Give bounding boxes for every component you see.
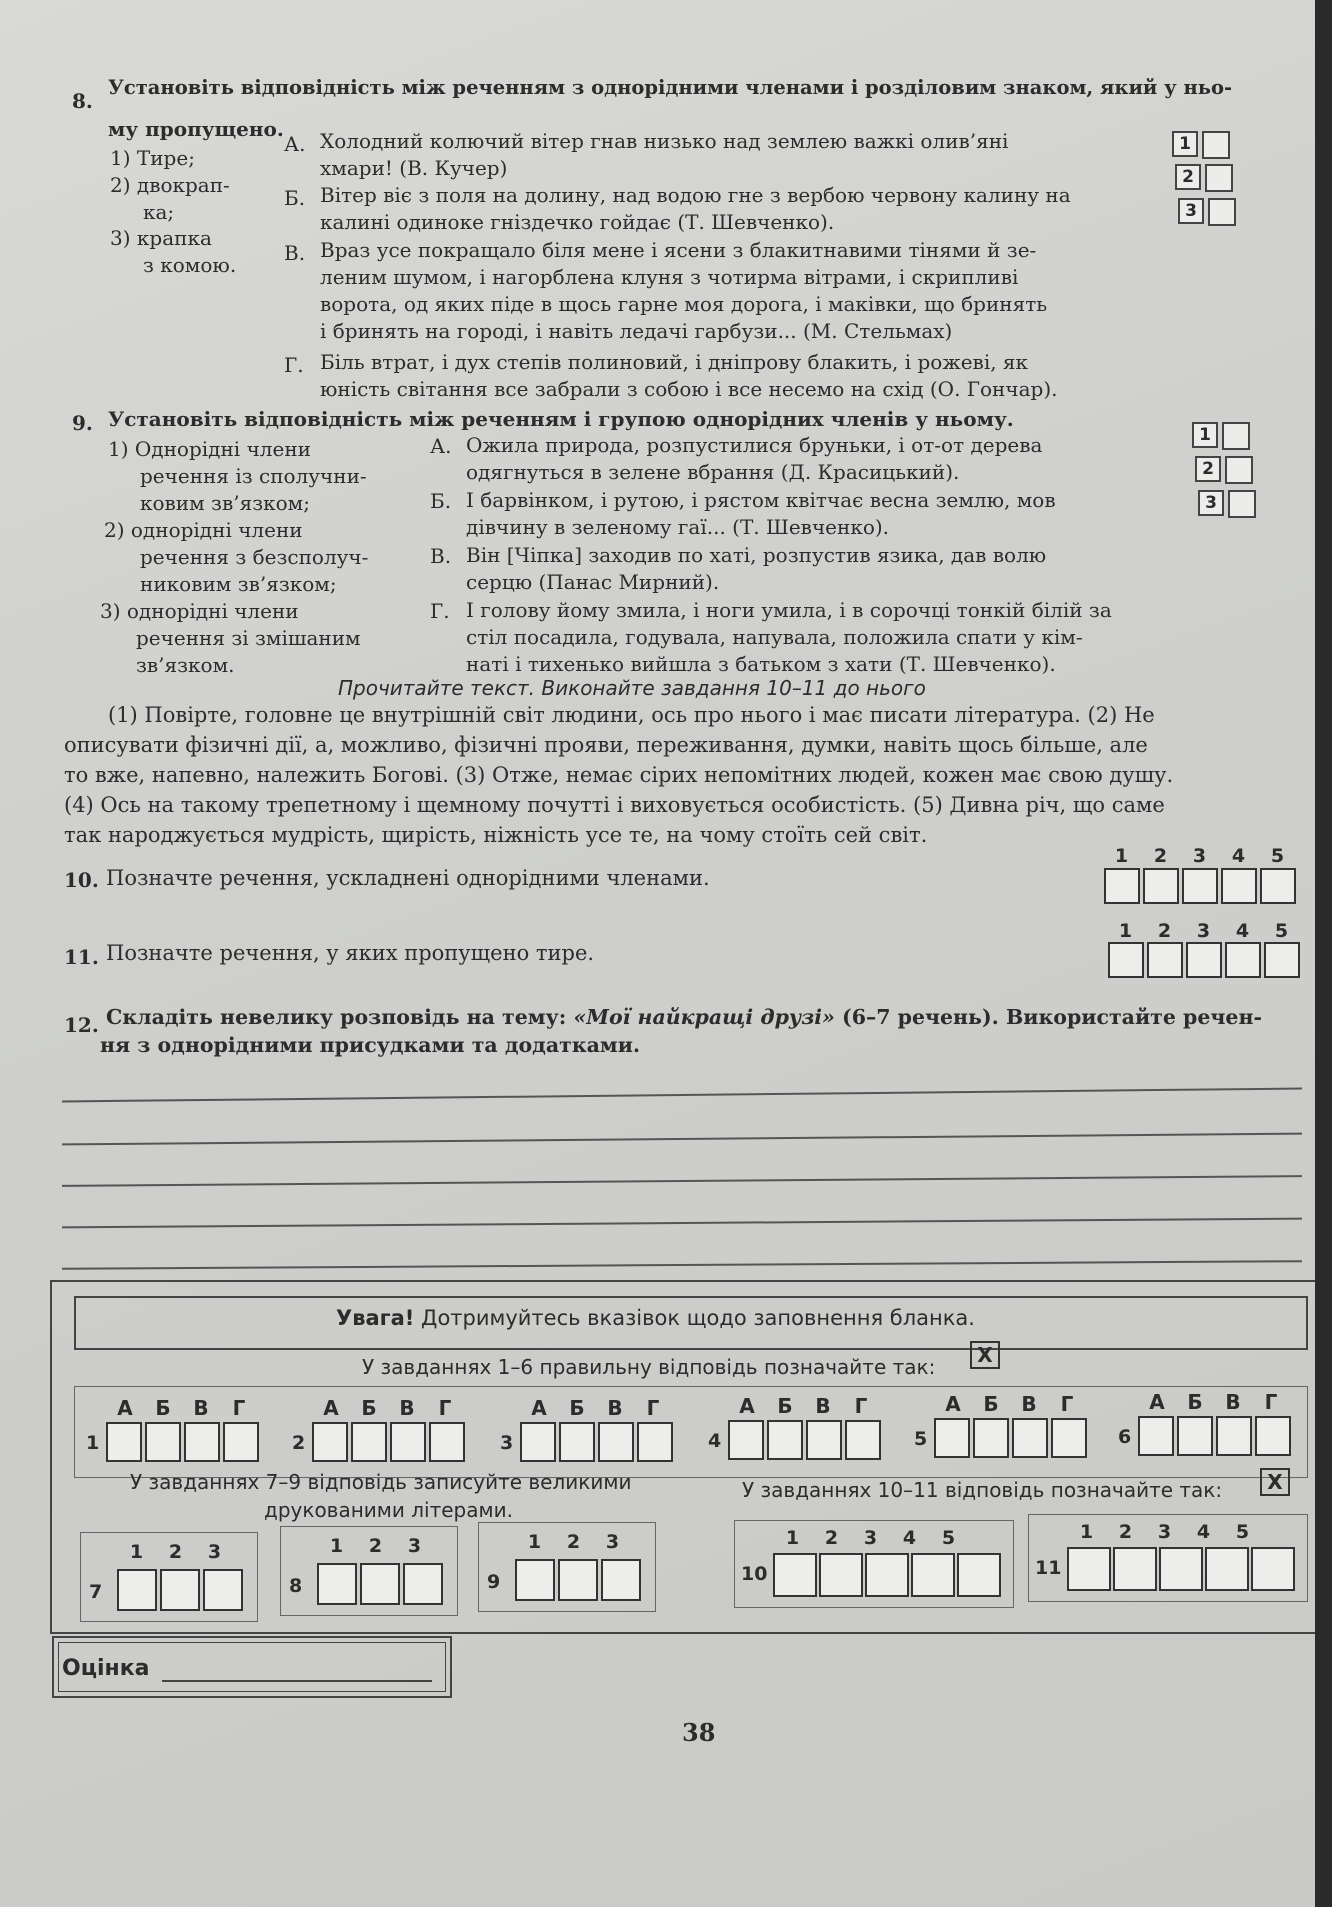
digit-label: 4 [902,1527,917,1549]
q10-cell-2[interactable] [1143,868,1179,904]
answer-cell[interactable] [973,1418,1009,1458]
q8-answer-1 [1172,131,1230,159]
answer-cell[interactable] [351,1422,387,1462]
answer-cell[interactable] [145,1422,181,1462]
q8-box-label-2: 2 [1175,164,1201,190]
letter-label: А [739,1394,755,1418]
letter-label: Б [569,1396,585,1420]
q8-option-2: 2) двокрап- [110,173,230,197]
digit-label: 3 [1157,1521,1172,1543]
q8-box-label-3: 3 [1178,198,1204,224]
q9-sentence-v-cont: серцю (Панас Мирний). [466,570,720,594]
q11-cell-4[interactable] [1225,942,1261,978]
answer-cell[interactable] [767,1420,803,1460]
q12-topic: «Мої найкращі друзі» [573,1005,835,1029]
q9-answer-1 [1192,422,1250,450]
answer-cell[interactable] [1067,1547,1111,1591]
q10-cell-5[interactable] [1260,868,1296,904]
answer-cell[interactable] [1251,1547,1295,1591]
letter-label: Г [1060,1392,1074,1416]
q8-letter-b: Б. [284,186,306,210]
q8-letter-g: Г. [284,353,304,377]
q11-digit-5: 5 [1274,920,1289,942]
answer-cell[interactable] [184,1422,220,1462]
q11-cell-2[interactable] [1147,942,1183,978]
letter-label: В [193,1396,209,1420]
digit-label: 5 [1235,1521,1250,1543]
attention-bold: Увага! [336,1306,415,1330]
reading-heading: Прочитайте текст. Виконайте завдання 10–11 до нього [338,676,926,700]
answer-group-9-cells [515,1559,644,1601]
q9-letter-a: А. [430,434,452,458]
q10-number: 10. [64,868,99,892]
q9-sentence-b-cont: дівчину в зеленому гаї... (Т. Шевченко). [466,515,890,539]
q9-sentence-g: І голову йому змила, і ноги умила, і в сорочці тонкій білій за [466,598,1112,622]
q10-digit-5: 5 [1270,845,1285,867]
q8-option-3: 3) крапка [110,226,212,250]
q10-digits [1102,845,1297,867]
q8-prompt: Установіть відповідність між реченням з однорідними членами і розділовим знаком, який у ньо- [108,76,1233,99]
answer-group-number: 7 [89,1581,103,1603]
answer-cell[interactable] [360,1563,400,1605]
q10-digit-2: 2 [1153,845,1168,867]
answer-group-5-letters [934,1392,1086,1416]
q8-sentence-g: Біль втрат, і дух степів полиновий, і дніпрову блакить, і рожеві, як [320,350,1029,374]
answer-group-1-cells [106,1422,262,1462]
digit-label: 2 [168,1541,183,1563]
letter-label: Г [646,1396,660,1420]
answer-cell[interactable] [520,1422,556,1462]
letter-label: Г [854,1394,868,1418]
answer-cell[interactable] [773,1553,817,1597]
q11-digit-1: 1 [1118,920,1133,942]
answer-cell[interactable] [106,1422,142,1462]
answer-cell[interactable] [911,1553,955,1597]
answer-group-8 [280,1526,458,1616]
q9-box-label-3: 3 [1198,490,1224,516]
q11-digit-2: 2 [1157,920,1172,942]
answer-cell[interactable] [223,1422,259,1462]
q9-option-2-cont2: никовим зв’язком; [140,572,337,596]
q8-option-3-cont: з комою. [143,253,237,277]
q8-answer-cell-2[interactable] [1205,164,1233,192]
q11-number: 11. [64,945,99,969]
answer-cell[interactable] [1051,1418,1087,1458]
letter-label: Г [1264,1390,1278,1414]
answer-group-10 [734,1520,1014,1608]
letter-label: В [399,1396,415,1420]
answer-line-3[interactable] [62,1175,1302,1187]
answer-group-3-cells [520,1422,676,1462]
q9-box-label-2: 2 [1195,456,1221,482]
answer-group-7-cells [117,1569,246,1611]
answer-group-10-cells [773,1553,1003,1597]
answer-cell[interactable] [403,1563,443,1605]
q8-sentence-v: Враз усе покращало біля мене і ясени з блакитнавими тінями й зе- [320,238,1037,262]
q9-answer-cell-1[interactable] [1222,422,1250,450]
q8-sentence-b: Вітер віє з поля на долину, над водою гне з вербою червону калину на [320,183,1071,207]
answer-group-2-cells [312,1422,468,1462]
letter-label: Б [361,1396,377,1420]
q8-sentence-a: Холодний колючий вітер гнав низько над землею важкі олив’яні [320,129,1009,153]
letter-label: Б [983,1392,999,1416]
answer-cell[interactable] [1205,1547,1249,1591]
letter-label: Б [777,1394,793,1418]
answer-cell[interactable] [1138,1416,1174,1456]
reading-line-2: описувати фізичні дії, а, можливо, фізичні прояви, переживання, думки, навіть щось більше, але [64,733,1148,757]
digit-label: 2 [824,1527,839,1549]
letter-label: В [1021,1392,1037,1416]
answer-group-number: 5 [914,1428,928,1450]
letter-label: В [815,1394,831,1418]
q9-option-3: 3) однорідні члени [100,599,299,623]
letter-label: А [117,1396,133,1420]
letter-label: А [323,1396,339,1420]
answer-cell[interactable] [312,1422,348,1462]
answer-cell[interactable] [601,1559,641,1601]
q11-digit-4: 4 [1235,920,1250,942]
answer-cell[interactable] [728,1420,764,1460]
answer-cell[interactable] [1177,1416,1213,1456]
q9-sentence-v: Він [Чіпка] заходив по хаті, розпустив язика, дав волю [466,543,1047,567]
answer-group-8-cells [317,1563,446,1605]
answer-cell[interactable] [515,1559,555,1601]
answer-line-5[interactable] [62,1260,1302,1270]
instr-10-11: У завданнях 10–11 відповідь позначайте так: [742,1478,1223,1502]
q9-prompt: Установіть відповідність між реченням і групою однорідних членів у ньому. [108,407,1014,431]
reading-line-3: то вже, напевно, належить Богові. (3) Отже, немає сірих непомітних людей, кожен має свою душу. [64,763,1174,787]
answer-cell[interactable] [598,1422,634,1462]
answer-group-2-letters [312,1396,464,1420]
answer-group-number: 2 [292,1432,306,1454]
letter-label: Г [232,1396,246,1420]
instr-1-6: У завданнях 1–6 правильну відповідь позначайте так: [362,1355,936,1379]
answer-cell[interactable] [117,1569,157,1611]
answer-group-number: 9 [487,1571,501,1593]
q12-number: 12. [64,1013,99,1037]
digit-label: 3 [863,1527,878,1549]
grade-line[interactable] [162,1680,432,1682]
q9-answer-2 [1195,456,1253,484]
q8-letter-a: А. [284,132,306,156]
q10-cell-4[interactable] [1221,868,1257,904]
answer-group-1-letters [106,1396,258,1420]
answer-group-11-cells [1067,1547,1297,1591]
q11-digit-3: 3 [1196,920,1211,942]
answer-group-6-cells [1138,1416,1294,1456]
attention-rest: Дотримуйтесь вказівок щодо заповнення бланка. [414,1306,975,1330]
q9-sentence-a-cont: одягнуться в зелене вбрання (Д. Красицький). [466,460,960,484]
q9-number: 9. [72,411,93,435]
answer-group-9 [478,1522,656,1612]
answer-cell[interactable] [160,1569,200,1611]
digit-label: 1 [329,1535,344,1557]
q8-sentence-g-cont: юність світання все забрали з собою і все несемо на схід (О. Гончар). [320,377,1058,401]
q10-cell-3[interactable] [1182,868,1218,904]
answer-cell[interactable] [845,1420,881,1460]
digit-label: 2 [368,1535,383,1557]
q8-sentence-v-cont3: і бринять на городі, і навіть ледачі гарбузи... (М. Стельмах) [320,319,953,343]
q9-answer-3 [1198,490,1256,518]
letter-label: В [607,1396,623,1420]
answer-cell[interactable] [1255,1416,1291,1456]
answer-group-3-letters [520,1396,672,1420]
instr-7-9-cont: друкованими літерами. [264,1498,513,1522]
answer-group-4-letters [728,1394,880,1418]
instr-7-9: У завданнях 7–9 відповідь записуйте великими [130,1470,632,1494]
grade-label: Оцінка [62,1656,150,1681]
answer-line-4[interactable] [62,1218,1302,1229]
answer-group-7 [80,1532,258,1622]
q10-answer-cells [1104,868,1299,904]
mark-example-1-6: X [970,1341,1000,1369]
q12-prompt-post: (6–7 речень). Використайте речен- [834,1005,1262,1029]
answer-group-11-digits [1067,1521,1262,1543]
q8-sentence-v-cont2: ворота, од яких піде в щось гарне моя дорога, і маківки, що бринять [320,292,1048,316]
q9-sentence-g-cont: стіл посадила, годувала, напувала, положила спати у кім- [466,625,1083,649]
digit-label: 3 [207,1541,222,1563]
answer-group-number: 11 [1035,1557,1062,1579]
q8-sentence-v-cont: леним шумом, і нагорблена клуня з чотирма вітрами, і скрипливі [320,265,1019,289]
q8-answer-2 [1175,164,1233,192]
answer-cell[interactable] [317,1563,357,1605]
q8-sentence-b-cont: калині одиноке гніздечко гойдає (Т. Шевченко). [320,210,835,234]
digit-label: 3 [407,1535,422,1557]
letter-label: Б [1187,1390,1203,1414]
answer-group-6-letters [1138,1390,1290,1414]
digit-label: 2 [566,1531,581,1553]
answer-cell[interactable] [957,1553,1001,1597]
q9-answer-cell-2[interactable] [1225,456,1253,484]
answer-cell[interactable] [865,1553,909,1597]
q8-letter-v: В. [284,241,306,265]
q9-letter-v: В. [430,544,452,568]
answer-group-number: 10 [741,1563,768,1585]
digit-label: 2 [1118,1521,1133,1543]
answer-cell[interactable] [429,1422,465,1462]
answer-cell[interactable] [1159,1547,1203,1591]
q9-sentence-b: І барвінком, і рутою, і рястом квітчає весна землю, мов [466,488,1056,512]
q9-box-label-1: 1 [1192,422,1218,448]
answer-group-5-cells [934,1418,1090,1458]
q11-answer-cells [1108,942,1303,978]
letter-label: А [945,1392,961,1416]
answer-group-9-digits [515,1531,632,1553]
answer-group-11 [1028,1514,1308,1602]
answer-group-7-digits [117,1541,234,1563]
q8-option-1: 1) Тире; [110,146,195,170]
digit-label: 1 [129,1541,144,1563]
letter-label: Г [438,1396,452,1420]
letter-label: А [1149,1390,1165,1414]
q12-prompt-cont: ня з однорідними присудками та додатками. [100,1033,641,1057]
q8-answer-cell-1[interactable] [1202,131,1230,159]
answer-cell[interactable] [558,1559,598,1601]
answer-cell[interactable] [1012,1418,1048,1458]
answer-group-number: 6 [1118,1426,1132,1448]
letter-label: А [531,1396,547,1420]
q9-letter-b: Б. [430,489,452,513]
answer-group-4-cells [728,1420,884,1460]
attention-text [336,1306,975,1330]
answer-group-number: 1 [86,1432,100,1454]
answer-cell[interactable] [1113,1547,1157,1591]
q12-prompt-pre: Складіть невелику розповідь на тему: [106,1005,574,1029]
q11-digits [1106,920,1301,942]
q8-number: 8. [72,89,93,113]
answer-cell[interactable] [806,1420,842,1460]
mark-example-10-11: X [1260,1468,1290,1496]
q10-prompt: Позначте речення, ускладнені однорідними членами. [106,866,710,890]
q9-option-2: 2) однорідні члени [104,518,303,542]
reading-line-4: (4) Ось на такому трепетному і щемному почутті і виховується особистість. (5) Дивна річ, що саме [64,793,1165,817]
letter-label: В [1225,1390,1241,1414]
answer-group-8-digits [317,1535,434,1557]
q12-prompt [106,1004,1262,1031]
q11-cell-3[interactable] [1186,942,1222,978]
answer-line-2[interactable] [62,1133,1302,1146]
answer-cell[interactable] [559,1422,595,1462]
q9-letter-g: Г. [430,599,450,623]
digit-label: 3 [605,1531,620,1553]
digit-label: 4 [1196,1521,1211,1543]
q9-option-1: 1) Однорідні члени [108,437,311,461]
answer-cell[interactable] [637,1422,673,1462]
q10-digit-3: 3 [1192,845,1207,867]
q9-sentence-a: Ожила природа, розпустилися бруньки, і от-от дерева [466,433,1043,457]
answer-group-10-digits [773,1527,968,1549]
reading-line-1: (1) Повірте, головне це внутрішній світ людини, ось про нього і має писати література. (2) Не [108,703,1155,727]
reading-line-5: так народжується мудрість, щирість, ніжність усе те, на чому стоїть сей світ. [64,823,928,847]
q10-digit-4: 4 [1231,845,1246,867]
q11-prompt: Позначте речення, у яких пропущено тире. [106,941,595,965]
q8-answer-cell-3[interactable] [1208,198,1236,226]
q10-cell-1[interactable] [1104,868,1140,904]
q8-box-label-1: 1 [1172,131,1198,157]
answer-cell[interactable] [934,1418,970,1458]
answer-cell[interactable] [390,1422,426,1462]
answer-cell[interactable] [1216,1416,1252,1456]
q9-answer-cell-3[interactable] [1228,490,1256,518]
answer-group-number: 3 [500,1432,514,1454]
q8-sentence-a-cont: хмари! (В. Кучер) [320,156,508,180]
q8-option-2-cont: ка; [143,200,175,224]
answer-cell[interactable] [819,1553,863,1597]
q11-cell-5[interactable] [1264,942,1300,978]
digit-label: 1 [785,1527,800,1549]
q8-prompt-cont: му пропущено. [108,117,284,141]
page-number: 38 [682,1718,716,1747]
q9-sentence-g-cont2: наті і тихенько вийшла з батьком з хати (Т. Шевченко). [466,652,1056,676]
q9-option-1-cont2: ковим зв’язком; [140,491,310,515]
q9-option-1-cont: речення із сполучни- [140,464,367,488]
q8-answer-3 [1178,198,1236,226]
page-edge-shadow [1315,0,1332,1907]
letter-label: Б [155,1396,171,1420]
digit-label: 1 [527,1531,542,1553]
digit-label: 5 [941,1527,956,1549]
answer-group-number: 8 [289,1575,303,1597]
q9-option-2-cont: речення з безсполуч- [140,545,369,569]
q11-cell-1[interactable] [1108,942,1144,978]
answer-cell[interactable] [203,1569,243,1611]
digit-label: 1 [1079,1521,1094,1543]
answer-line-1[interactable] [62,1088,1302,1103]
answer-group-number: 4 [708,1430,722,1452]
q10-digit-1: 1 [1114,845,1129,867]
q9-option-3-cont2: зв’язком. [136,653,235,677]
q9-option-3-cont: речення зі змішаним [136,626,361,650]
